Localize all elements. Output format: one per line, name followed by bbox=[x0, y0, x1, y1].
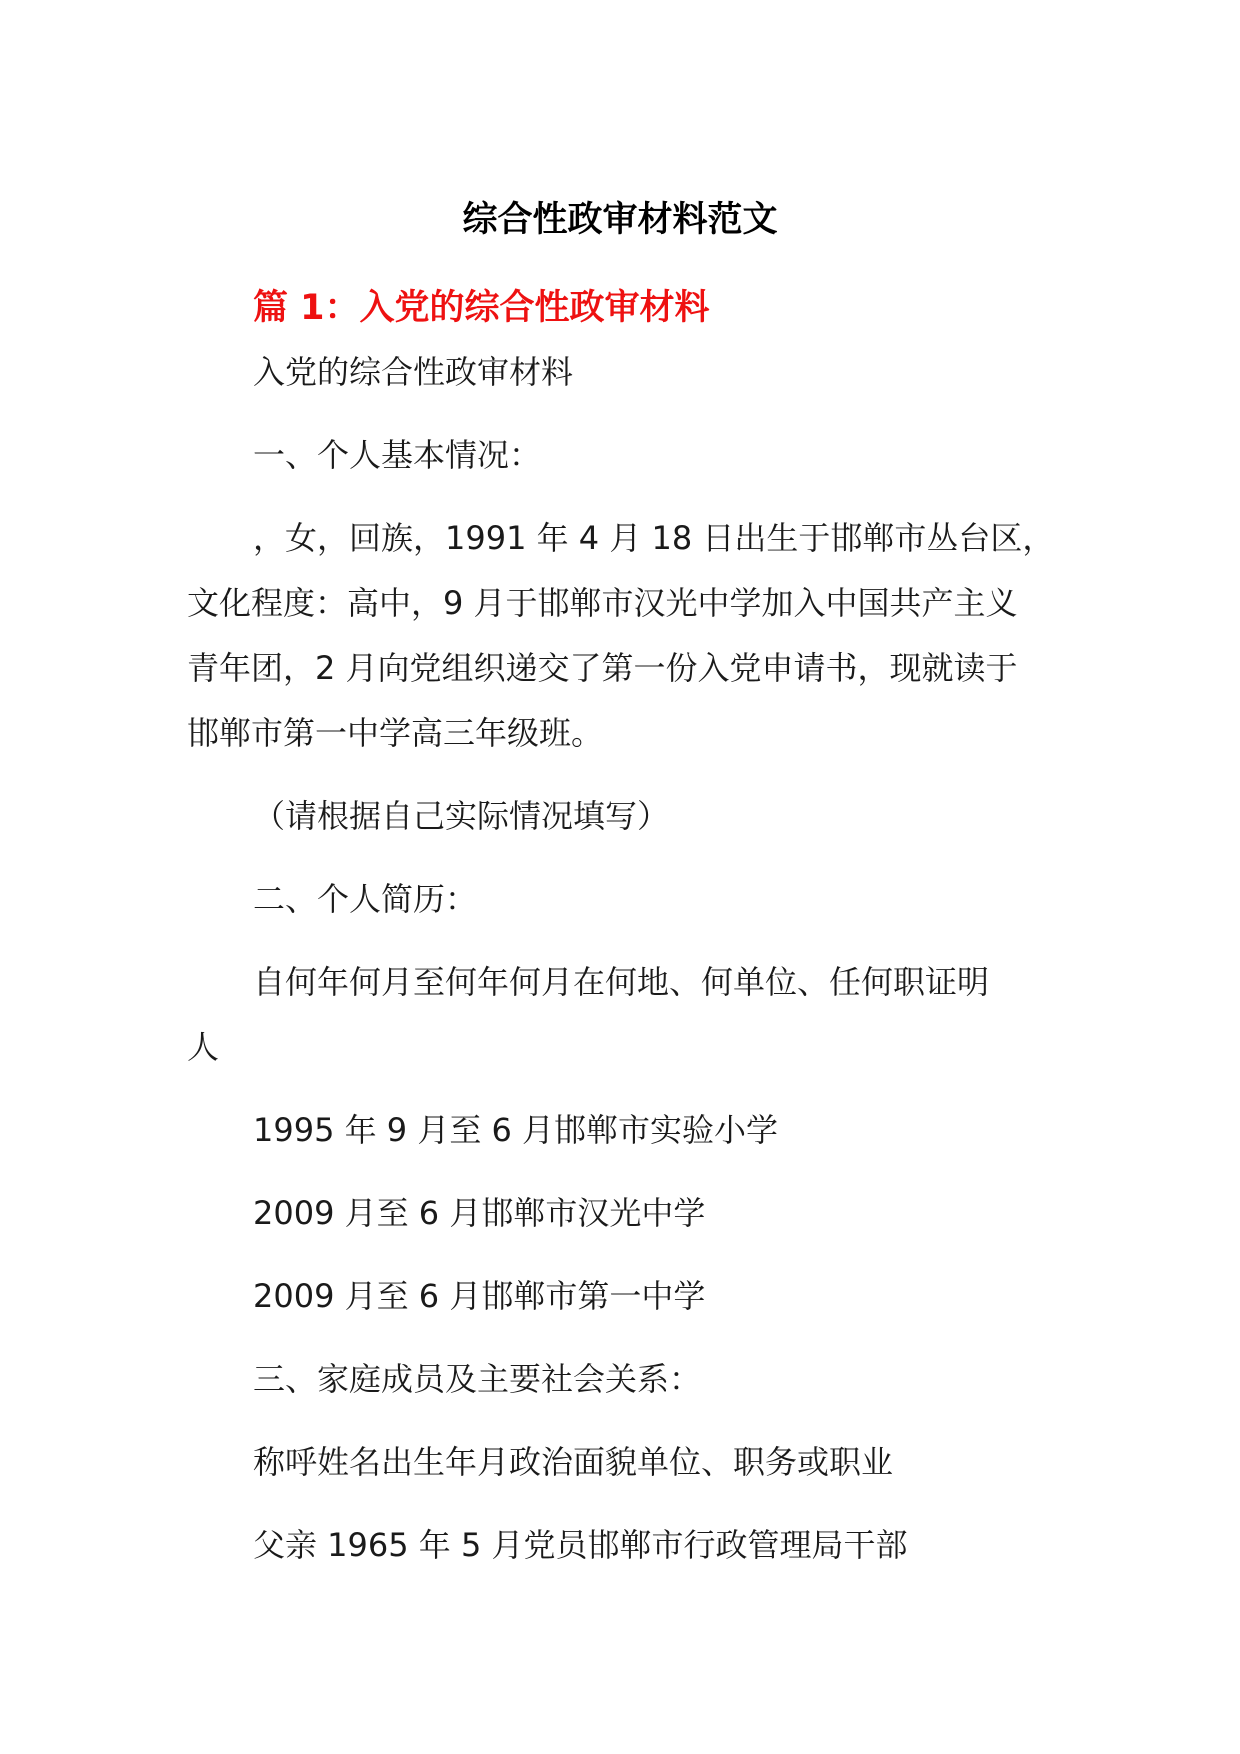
paragraph-line: 人 bbox=[187, 1028, 220, 1066]
section-heading: 篇 1：入党的综合性政审材料 bbox=[253, 288, 710, 328]
paragraph-line: ，女，回族，1991 年 4 月 18 日出生于邯郸市丛台区， bbox=[253, 519, 1055, 557]
paragraph-line: 自何年何月至何年何月在何地、何单位、任何职证明 bbox=[253, 963, 990, 1001]
paragraph-line: 2009 月至 6 月邯郸市第一中学 bbox=[253, 1277, 706, 1315]
paragraph-line: 邯郸市第一中学高三年级班。 bbox=[187, 714, 604, 752]
paragraph-line: 1995 年 9 月至 6 月邯郸市实验小学 bbox=[253, 1111, 779, 1149]
paragraph-line: 父亲 1965 年 5 月党员邯郸市行政管理局干部 bbox=[253, 1526, 908, 1564]
paragraph-line: 称呼姓名出生年月政治面貌单位、职务或职业 bbox=[253, 1443, 894, 1481]
paragraph-line: 一、个人基本情况： bbox=[253, 436, 542, 474]
paragraph-line: 入党的综合性政审材料 bbox=[253, 353, 574, 391]
paragraph-line: 文化程度：高中，9 月于邯郸市汉光中学加入中国共产主义 bbox=[187, 584, 1018, 622]
paragraph-line: （请根据自己实际情况填写） bbox=[253, 797, 670, 835]
paragraph-line: 2009 月至 6 月邯郸市汉光中学 bbox=[253, 1194, 706, 1232]
paragraph-line: 二、个人简历： bbox=[253, 880, 478, 918]
document-title: 综合性政审材料范文 bbox=[462, 200, 778, 240]
paragraph-line: 青年团，2 月向党组织递交了第一份入党申请书，现就读于 bbox=[187, 649, 1018, 687]
paragraph-line: 三、家庭成员及主要社会关系： bbox=[253, 1360, 702, 1398]
